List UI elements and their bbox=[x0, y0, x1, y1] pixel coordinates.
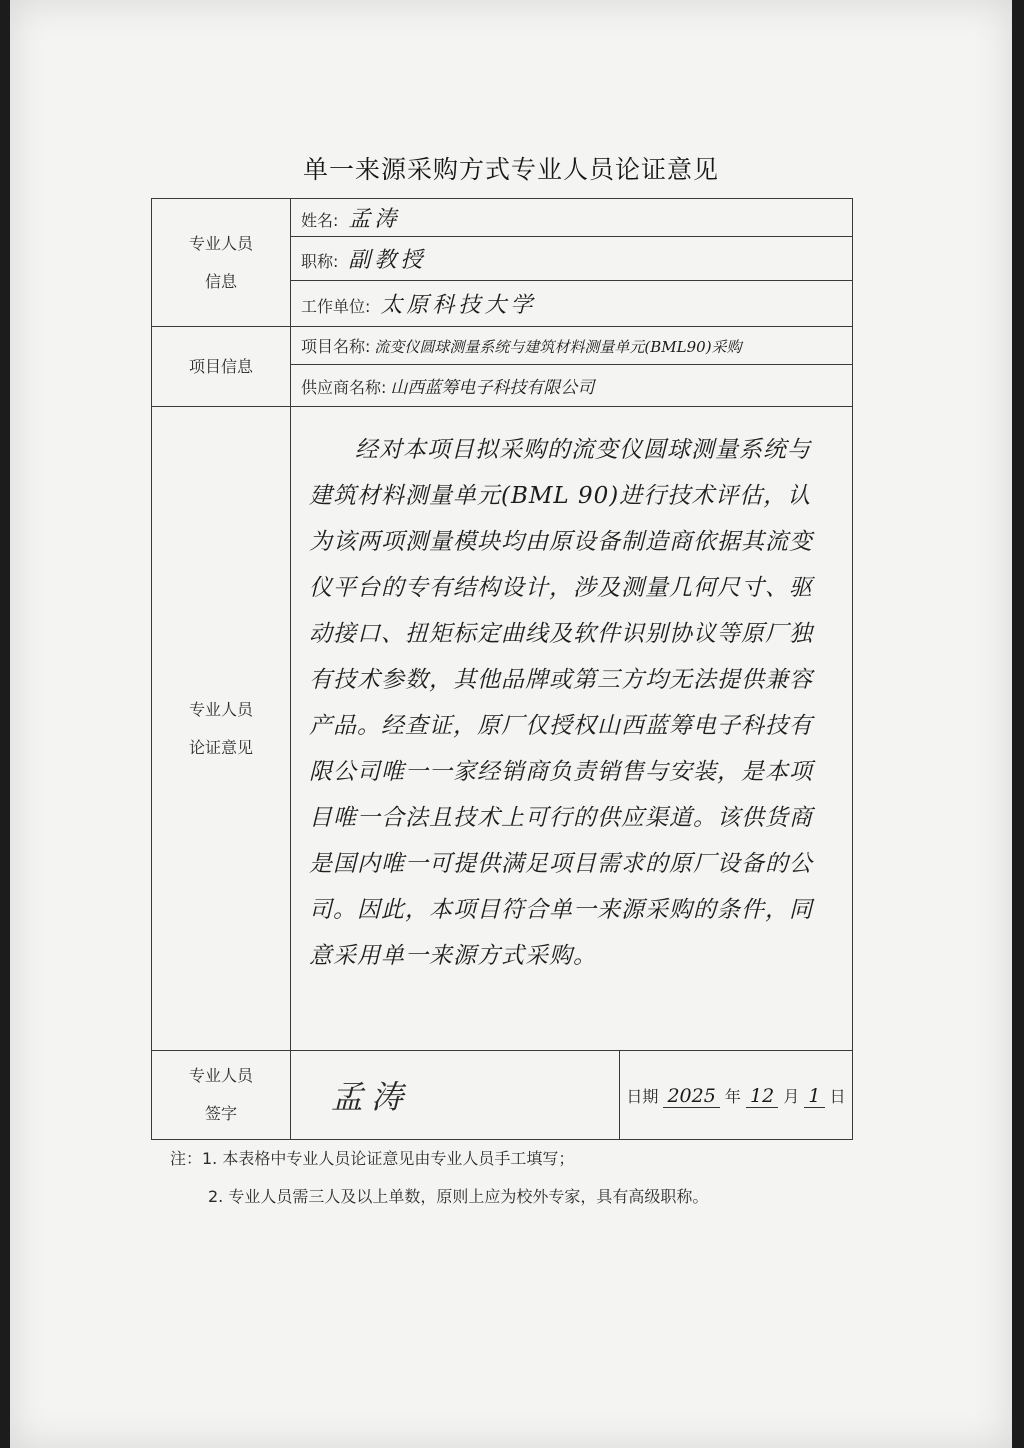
opinion-cell bbox=[291, 407, 853, 1051]
document-page bbox=[10, 0, 1012, 1448]
date-year-unit: 年 bbox=[724, 1086, 741, 1106]
signature-value: 孟涛 bbox=[291, 1051, 620, 1139]
project-name-label: 项目名称: bbox=[301, 337, 371, 356]
personnel-info-label-line1: 专业人员 bbox=[188, 233, 253, 253]
supplier-value: 山西蓝筹电子科技有限公司 bbox=[390, 378, 595, 398]
project-info-label-text: 项目信息 bbox=[188, 356, 253, 376]
job-title-label: 职称: bbox=[301, 252, 339, 271]
date-month-unit: 月 bbox=[783, 1086, 800, 1106]
opinion-label-line1: 专业人员 bbox=[188, 699, 253, 719]
note-1: 注：1. 本表格中专业人员论证意见由专业人员手工填写； bbox=[170, 1149, 575, 1168]
work-unit-value: 太原科技大学 bbox=[380, 293, 537, 318]
work-unit-label: 工作单位: bbox=[301, 297, 371, 316]
project-name-field bbox=[291, 327, 853, 365]
name-field bbox=[291, 199, 853, 237]
supplier-field bbox=[291, 365, 853, 407]
date-label: 日期 bbox=[626, 1086, 659, 1106]
date-field bbox=[620, 1051, 853, 1139]
signature-label-line1: 专业人员 bbox=[188, 1066, 253, 1085]
opinion-text: 经对本项目拟采购的流变仪圆球测量系统与建筑材料测量单元(BML 90)进行技术评估，认为该两项测量模块均由原设备制造商依据其流变仪平台的专有结构设计，涉及测量几何尺寸、驱动接口、扭矩标定曲线及软件识别协议等原厂独有技术参数，其他品牌或第三方均无法提供兼容产品。经查证，原厂仅授权山西蓝筹电子科技有限公司唯一一家经销商负责销售与安装，是本项目唯一合法且技术上可行的供应渠道。该供货商是国内唯一可提供满足项目需求的原厂设备的公司。因此，本项目符合单一来源采购的条件，同意采用单一来源方式采购。 bbox=[309, 437, 813, 969]
work-unit-field bbox=[291, 281, 853, 327]
project-info-label bbox=[152, 327, 291, 407]
signature-label bbox=[152, 1051, 291, 1140]
note-2: 2. 专业人员需三人及以上单数，原则上应为校外专家，具有高级职称。 bbox=[208, 1187, 709, 1206]
date-year: 2025 bbox=[663, 1085, 719, 1108]
page-title: 单一来源采购方式专业人员论证意见 bbox=[302, 155, 719, 184]
personnel-info-label bbox=[152, 199, 291, 327]
opinion-label-line2: 论证意见 bbox=[188, 737, 253, 757]
job-title-field bbox=[291, 237, 853, 281]
argument-form-table bbox=[151, 198, 853, 1140]
personnel-info-label-line2: 信息 bbox=[204, 271, 237, 291]
name-value: 孟涛 bbox=[348, 207, 401, 232]
date-day-unit: 日 bbox=[829, 1086, 846, 1106]
signature-row bbox=[291, 1051, 853, 1140]
opinion-label bbox=[152, 407, 291, 1051]
date-month: 12 bbox=[746, 1085, 778, 1108]
supplier-label: 供应商名称: bbox=[301, 378, 387, 397]
name-label: 姓名: bbox=[301, 211, 339, 230]
form-notes bbox=[170, 1140, 708, 1216]
project-name-value: 流变仪圆球测量系统与建筑材料测量单元(BML90)采购 bbox=[374, 338, 742, 356]
signature-label-line2: 签字 bbox=[204, 1104, 237, 1123]
date-day: 1 bbox=[804, 1085, 824, 1108]
job-title-value: 副教授 bbox=[348, 248, 427, 273]
